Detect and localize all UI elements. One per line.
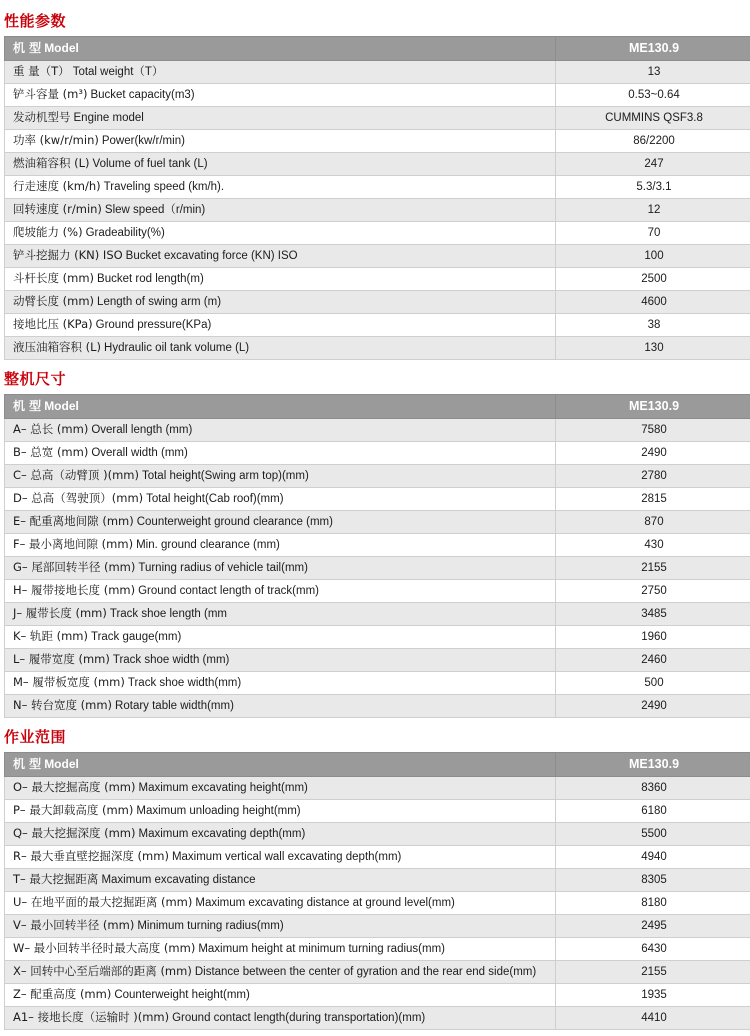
spec-label-en: Overall length (mm) xyxy=(91,424,192,436)
spec-label-cn: N– 转台宽度 (mm) xyxy=(13,698,112,712)
table-row xyxy=(5,245,750,268)
spec-label-cell xyxy=(5,534,556,557)
spec-label-en: Counterweight ground clearance (mm) xyxy=(137,516,333,528)
spec-label-cn: 燃油箱容积 (L) xyxy=(13,156,90,170)
table-row xyxy=(5,1007,750,1030)
spec-value-cell: 430 xyxy=(556,534,750,557)
table-row xyxy=(5,869,750,892)
spec-value-cell: 6430 xyxy=(556,938,750,961)
spec-label-cn: B– 总宽 (mm) xyxy=(13,445,88,459)
spec-label-en: Maximum unloading height(mm) xyxy=(136,805,300,817)
spec-label-cell xyxy=(5,892,556,915)
spec-label-cell xyxy=(5,511,556,534)
table-row xyxy=(5,291,750,314)
spec-value-cell: 247 xyxy=(556,153,750,176)
table-row xyxy=(5,626,750,649)
spec-value-cell: 2155 xyxy=(556,557,750,580)
spec-label-cell xyxy=(5,777,556,800)
spec-value-cell: 4600 xyxy=(556,291,750,314)
spec-value-cell: 1935 xyxy=(556,984,750,1007)
spec-label-cell xyxy=(5,846,556,869)
spec-label-cn: T– 最大挖掘距离 xyxy=(13,872,98,886)
spec-value-cell: 0.53~0.64 xyxy=(556,84,750,107)
spec-label-en: Track shoe width (mm) xyxy=(113,654,230,666)
column-header-model xyxy=(5,37,556,61)
spec-table xyxy=(4,394,750,718)
spec-label-en: Total weight（T） xyxy=(73,66,164,78)
table-row xyxy=(5,442,750,465)
table-row xyxy=(5,938,750,961)
spec-value-cell: 5500 xyxy=(556,823,750,846)
spec-label-en: Hydraulic oil tank volume (L) xyxy=(104,342,249,354)
spec-label-cn: 动臂长度 (mm) xyxy=(13,294,94,308)
spec-label-cn: D– 总高（驾驶顶）(mm) xyxy=(13,491,143,505)
spec-label-cn: 接地比压 (KPa) xyxy=(13,317,93,331)
spec-value-cell: 500 xyxy=(556,672,750,695)
spec-value-cell: 2750 xyxy=(556,580,750,603)
spec-value-cell: 12 xyxy=(556,199,750,222)
spec-label-cn: J– 履带长度 (mm) xyxy=(13,606,107,620)
column-header-model-cn: 机 型 xyxy=(13,41,41,55)
spec-label-cell xyxy=(5,442,556,465)
spec-label-cell xyxy=(5,245,556,268)
table-row xyxy=(5,534,750,557)
spec-label-cell xyxy=(5,580,556,603)
table-row xyxy=(5,107,750,130)
spec-label-en: Bucket capacity(m3) xyxy=(90,89,194,101)
column-header-value: ME130.9 xyxy=(556,37,750,61)
spec-label-en: Ground contact length(during transportation)(mm) xyxy=(172,1012,425,1024)
spec-label-en: Volume of fuel tank (L) xyxy=(93,158,208,170)
table-row xyxy=(5,314,750,337)
spec-label-cn: U– 在地平面的最大挖掘距离 (mm) xyxy=(13,895,192,909)
spec-value-cell: 1960 xyxy=(556,626,750,649)
spec-label-cell xyxy=(5,291,556,314)
table-row xyxy=(5,419,750,442)
spec-label-cell xyxy=(5,800,556,823)
column-header-model-en: Model xyxy=(44,41,79,55)
spec-label-cn: 爬坡能力 (%) xyxy=(13,225,83,239)
spec-label-en: Maximum excavating depth(mm) xyxy=(139,828,306,840)
spec-value-cell: 2780 xyxy=(556,465,750,488)
spec-value-cell: 2815 xyxy=(556,488,750,511)
spec-value-cell: 8305 xyxy=(556,869,750,892)
spec-label-cn: 铲斗挖掘力 (KN) ISO xyxy=(13,248,123,262)
spec-value-cell: 3485 xyxy=(556,603,750,626)
spec-value-cell: 5.3/3.1 xyxy=(556,176,750,199)
table-row xyxy=(5,130,750,153)
spec-label-cn: A1– 接地长度（运输时 )(mm) xyxy=(13,1010,169,1024)
table-row xyxy=(5,84,750,107)
spec-label-cn: X– 回转中心至后端部的距离 (mm) xyxy=(13,964,192,978)
spec-label-cell xyxy=(5,199,556,222)
sections-container xyxy=(2,6,748,1030)
spec-section xyxy=(2,722,748,1030)
spec-value-cell: 8180 xyxy=(556,892,750,915)
spec-label-en: Track shoe length (mm xyxy=(110,608,227,620)
table-row xyxy=(5,176,750,199)
table-row xyxy=(5,488,750,511)
section-title: 整机尺寸 xyxy=(2,364,748,394)
spec-label-cn: 行走速度 (km/h) xyxy=(13,179,101,193)
spec-label-cell xyxy=(5,130,556,153)
spec-label-cell xyxy=(5,869,556,892)
spec-value-cell: 100 xyxy=(556,245,750,268)
spec-label-en: Rotary table width(mm) xyxy=(115,700,234,712)
spec-label-en: Distance between the center of gyration and the rear end side(mm) xyxy=(195,966,536,978)
spec-label-cell xyxy=(5,672,556,695)
table-row xyxy=(5,649,750,672)
spec-value-cell: 13 xyxy=(556,61,750,84)
column-header-model-en: Model xyxy=(44,399,79,413)
spec-section xyxy=(2,364,748,718)
spec-label-en: Overall width (mm) xyxy=(91,447,187,459)
table-row xyxy=(5,846,750,869)
spec-label-en: Counterweight height(mm) xyxy=(114,989,250,1001)
spec-label-cn: Z– 配重高度 (mm) xyxy=(13,987,111,1001)
spec-label-en: Slew speed（r/min) xyxy=(105,204,205,216)
spec-label-cn: 回转速度 (r/min) xyxy=(13,202,102,216)
spec-value-cell: 70 xyxy=(556,222,750,245)
table-row xyxy=(5,199,750,222)
spec-label-cell xyxy=(5,1007,556,1030)
spec-label-cn: 铲斗容量 (m³) xyxy=(13,87,87,101)
spec-label-cell xyxy=(5,176,556,199)
spec-value-cell: 2460 xyxy=(556,649,750,672)
spec-label-cell xyxy=(5,84,556,107)
column-header-model-en: Model xyxy=(44,757,79,771)
column-header-value: ME130.9 xyxy=(556,395,750,419)
spec-label-en: Gradeability(%) xyxy=(86,227,165,239)
table-row xyxy=(5,153,750,176)
spec-value-cell: 2155 xyxy=(556,961,750,984)
spec-label-cn: F– 最小离地间隙 (mm) xyxy=(13,537,133,551)
spec-value-cell: CUMMINS QSF3.8 xyxy=(556,107,750,130)
spec-label-en: Bucket excavating force (KN) ISO xyxy=(126,250,298,262)
spec-value-cell: 4410 xyxy=(556,1007,750,1030)
spec-label-cn: W– 最小回转半径时最大高度 (mm) xyxy=(13,941,195,955)
column-header-model-cn: 机 型 xyxy=(13,757,41,771)
spec-label-cn: 功率 (kw/r/min) xyxy=(13,133,99,147)
spec-label-en: Maximum height at minimum turning radius(mm) xyxy=(198,943,445,955)
table-row xyxy=(5,777,750,800)
spec-table xyxy=(4,752,750,1030)
spec-value-cell: 2495 xyxy=(556,915,750,938)
spec-label-en: Min. ground clearance (mm) xyxy=(136,539,280,551)
table-row xyxy=(5,580,750,603)
table-row xyxy=(5,603,750,626)
spec-value-cell: 4940 xyxy=(556,846,750,869)
spec-label-cell xyxy=(5,61,556,84)
table-row xyxy=(5,984,750,1007)
table-row xyxy=(5,511,750,534)
table-row xyxy=(5,695,750,718)
spec-label-cn: 发动机型号 xyxy=(13,110,71,124)
spec-label-en: Length of swing arm (m) xyxy=(97,296,221,308)
spec-label-cell xyxy=(5,107,556,130)
spec-label-cell xyxy=(5,557,556,580)
spec-value-cell: 2490 xyxy=(556,695,750,718)
spec-label-cell xyxy=(5,465,556,488)
spec-label-cell xyxy=(5,153,556,176)
spec-value-cell: 86/2200 xyxy=(556,130,750,153)
spec-label-cn: H– 履带接地长度 (mm) xyxy=(13,583,135,597)
table-row xyxy=(5,222,750,245)
spec-value-cell: 6180 xyxy=(556,800,750,823)
spec-label-cn: K– 轨距 (mm) xyxy=(13,629,88,643)
spec-label-cn: 液压油箱容积 (L) xyxy=(13,340,101,354)
column-header-value: ME130.9 xyxy=(556,753,750,777)
table-row xyxy=(5,465,750,488)
spec-label-en: Power(kw/r/min) xyxy=(102,135,185,147)
spec-label-cell xyxy=(5,695,556,718)
table-row xyxy=(5,672,750,695)
spec-label-cn: 斗杆长度 (mm) xyxy=(13,271,94,285)
spec-value-cell: 130 xyxy=(556,337,750,360)
spec-label-cell xyxy=(5,337,556,360)
section-title: 性能参数 xyxy=(2,6,748,36)
table-header-row xyxy=(5,753,750,777)
spec-label-en: Traveling speed (km/h). xyxy=(104,181,224,193)
spec-label-cn: M– 履带板宽度 (mm) xyxy=(13,675,125,689)
table-header-row xyxy=(5,37,750,61)
spec-label-en: Track gauge(mm) xyxy=(91,631,181,643)
spec-label-cell xyxy=(5,314,556,337)
spec-label-cn: C– 总高（动臂顶 )(mm) xyxy=(13,468,139,482)
spec-value-cell: 2490 xyxy=(556,442,750,465)
spec-label-cn: E– 配重离地间隙 (mm) xyxy=(13,514,134,528)
spec-label-cn: A– 总长 (mm) xyxy=(13,422,88,436)
spec-label-cn: V– 最小回转半径 (mm) xyxy=(13,918,134,932)
spec-label-cn: O– 最大挖掘高度 (mm) xyxy=(13,780,136,794)
spec-label-cell xyxy=(5,268,556,291)
spec-label-cn: 重 量（T） xyxy=(13,64,70,78)
spec-section xyxy=(2,6,748,360)
table-row xyxy=(5,268,750,291)
spec-label-cell xyxy=(5,488,556,511)
spec-label-en: Bucket rod length(m) xyxy=(97,273,204,285)
spec-value-cell: 8360 xyxy=(556,777,750,800)
table-row xyxy=(5,800,750,823)
spec-label-cn: P– 最大卸载高度 (mm) xyxy=(13,803,133,817)
spec-label-en: Engine model xyxy=(74,112,144,124)
spec-value-cell: 870 xyxy=(556,511,750,534)
table-row xyxy=(5,557,750,580)
spec-table xyxy=(4,36,750,360)
spec-label-en: Track shoe width(mm) xyxy=(128,677,241,689)
spec-label-cell xyxy=(5,984,556,1007)
table-header-row xyxy=(5,395,750,419)
spec-label-cell xyxy=(5,961,556,984)
spec-label-cell xyxy=(5,649,556,672)
spec-label-cn: Q– 最大挖掘深度 (mm) xyxy=(13,826,136,840)
spec-label-cell xyxy=(5,823,556,846)
spec-label-en: Maximum excavating distance xyxy=(101,874,255,886)
spec-label-en: Maximum vertical wall excavating depth(mm) xyxy=(172,851,401,863)
spec-value-cell: 2500 xyxy=(556,268,750,291)
spec-label-en: Turning radius of vehicle tail(mm) xyxy=(138,562,308,574)
spec-label-cn: G– 尾部回转半径 (mm) xyxy=(13,560,135,574)
column-header-model xyxy=(5,395,556,419)
spec-label-en: Minimum turning radius(mm) xyxy=(137,920,283,932)
spec-label-en: Ground pressure(KPa) xyxy=(96,319,212,331)
table-row xyxy=(5,823,750,846)
column-header-model xyxy=(5,753,556,777)
table-row xyxy=(5,61,750,84)
table-row xyxy=(5,337,750,360)
spec-label-cell xyxy=(5,419,556,442)
spec-label-en: Maximum excavating distance at ground level(mm) xyxy=(195,897,455,909)
spec-label-en: Total height(Cab roof)(mm) xyxy=(146,493,283,505)
spec-value-cell: 7580 xyxy=(556,419,750,442)
spec-label-en: Total height(Swing arm top)(mm) xyxy=(142,470,309,482)
table-row xyxy=(5,961,750,984)
spec-label-cell xyxy=(5,603,556,626)
section-title: 作业范围 xyxy=(2,722,748,752)
column-header-model-cn: 机 型 xyxy=(13,399,41,413)
spec-label-cell xyxy=(5,938,556,961)
spec-value-cell: 38 xyxy=(556,314,750,337)
table-row xyxy=(5,892,750,915)
spec-label-cn: L– 履带宽度 (mm) xyxy=(13,652,110,666)
spec-label-en: Ground contact length of track(mm) xyxy=(138,585,319,597)
spec-label-cn: R– 最大垂直壁挖掘深度 (mm) xyxy=(13,849,169,863)
spec-label-cell xyxy=(5,222,556,245)
spec-label-cell xyxy=(5,626,556,649)
spec-label-en: Maximum excavating height(mm) xyxy=(139,782,308,794)
